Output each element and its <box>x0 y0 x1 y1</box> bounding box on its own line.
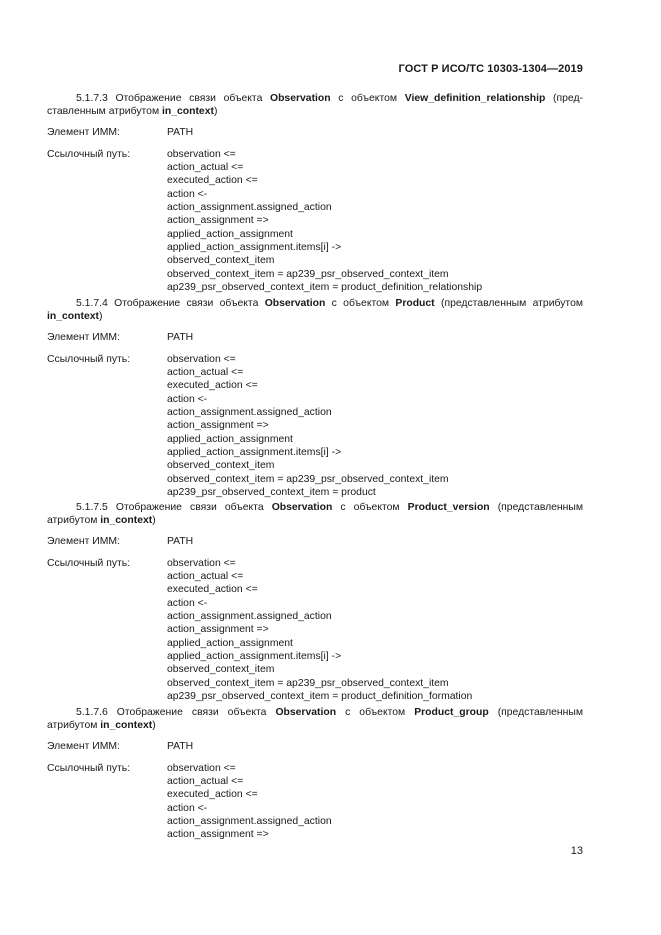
refpath-line: observed_context_item = ap239_psr_observed_context_item <box>167 268 449 280</box>
section-heading <box>47 92 583 119</box>
section-5-1-7-5 <box>47 501 583 703</box>
section-heading <box>47 297 583 324</box>
refpath-line: action_assignment.assigned_action <box>167 611 332 623</box>
target-entity-name: Product_version <box>407 502 490 513</box>
refpath-row <box>47 148 583 294</box>
refpath-line: action <- <box>167 597 208 609</box>
refpath-line: ap239_psr_observed_context_item = product_definition_relationship <box>167 281 483 293</box>
refpath-line: applied_action_assignment <box>167 637 293 649</box>
heading-text: с объектом <box>340 502 400 513</box>
refpath-line: observed_context_item <box>167 255 275 267</box>
attribute-name: in_context <box>47 311 99 323</box>
element-value: PATH <box>167 331 194 343</box>
section-5-1-7-4 <box>47 297 583 499</box>
refpath-lines <box>167 148 583 294</box>
element-label: Элемент ИММ: <box>47 740 120 752</box>
refpath-line: action_actual <= <box>167 162 244 174</box>
attribute-name: in_context <box>100 720 153 732</box>
heading-text: Отображение связи объекта <box>114 298 259 309</box>
refpath-line: applied_action_assignment <box>167 433 293 445</box>
refpath-line: observation <= <box>167 148 236 160</box>
attribute-name: in_context <box>161 106 214 118</box>
refpath-line: applied_action_assignment.items[i] -> <box>167 650 342 662</box>
entity-name: Observation <box>270 93 331 104</box>
element-row <box>47 740 583 753</box>
refpath-label: Ссылочный путь: <box>47 762 131 774</box>
heading-text: с объектом <box>331 298 390 309</box>
attribute-name: in_context <box>100 515 153 527</box>
refpath-line: executed_action <= <box>167 380 258 392</box>
refpath-lines <box>167 762 583 842</box>
entity-name: Observation <box>275 707 337 718</box>
heading-text: ) <box>152 720 156 732</box>
refpath-line: ap239_psr_observed_context_item = product_definition_formation <box>167 690 473 702</box>
refpath-line: executed_action <= <box>167 789 258 801</box>
refpath-line: action_assignment => <box>167 215 269 227</box>
refpath-row <box>47 353 583 499</box>
heading-text: ) <box>213 106 218 118</box>
refpath-line: action_assignment => <box>167 420 269 432</box>
document-header: ГОСТ Р ИСО/ТС 10303-1304—2019 <box>398 63 583 75</box>
heading-text: с объектом <box>345 707 406 718</box>
heading-text: (представленным атрибутом <box>440 298 583 309</box>
refpath-line: action_actual <= <box>167 571 244 583</box>
refpath-line: applied_action_assignment.items[i] -> <box>167 241 342 253</box>
refpath-label: Ссылочный путь: <box>47 557 131 569</box>
refpath-line: applied_action_assignment.items[i] -> <box>167 446 342 458</box>
refpath-line: observation <= <box>167 353 236 365</box>
section-5-1-7-6 <box>47 706 583 842</box>
refpath-line: executed_action <= <box>167 584 258 596</box>
section-number: 5.1.7.3 <box>76 93 108 104</box>
refpath-line: observed_context_item <box>167 460 275 472</box>
refpath-line: action_actual <= <box>167 367 244 379</box>
refpath-line: action_assignment => <box>167 829 269 841</box>
refpath-line: action <- <box>167 188 208 200</box>
element-value: PATH <box>167 126 194 138</box>
section-5-1-7-3 <box>47 92 583 294</box>
refpath-line: action_assignment.assigned_action <box>167 407 332 419</box>
heading-text: ) <box>98 311 103 323</box>
page-number: 13 <box>570 845 583 857</box>
section-number: 5.1.7.6 <box>76 707 108 718</box>
refpath-line: action_assignment.assigned_action <box>167 202 332 214</box>
element-row <box>47 535 583 548</box>
refpath-lines <box>167 557 583 703</box>
refpath-line: action_assignment => <box>167 624 269 636</box>
heading-text: Отображение связи объекта <box>115 502 264 513</box>
refpath-label: Ссылочный путь: <box>47 148 131 160</box>
refpath-line: observed_context_item <box>167 664 275 676</box>
heading-text: ) <box>152 515 156 527</box>
heading-text: Отображение связи объекта <box>116 707 267 718</box>
element-label: Элемент ИММ: <box>47 331 120 343</box>
element-row <box>47 126 583 139</box>
section-heading <box>47 706 583 733</box>
target-entity-name: Product_group <box>414 707 489 718</box>
entity-name: Observation <box>264 298 326 309</box>
element-label: Элемент ИММ: <box>47 126 120 138</box>
refpath-row <box>47 762 583 842</box>
element-label: Элемент ИММ: <box>47 535 120 547</box>
heading-text: с объектом <box>338 93 398 104</box>
refpath-line: observation <= <box>167 762 236 774</box>
refpath-lines <box>167 353 583 499</box>
refpath-line: executed_action <= <box>167 175 258 187</box>
entity-name: Observation <box>271 502 333 513</box>
refpath-line: observation <= <box>167 557 236 569</box>
refpath-line: action <- <box>167 393 208 405</box>
refpath-line: observed_context_item = ap239_psr_observed_context_item <box>167 473 449 485</box>
refpath-line: action <- <box>167 802 208 814</box>
refpath-line: applied_action_assignment <box>167 228 293 240</box>
section-heading <box>47 501 583 528</box>
refpath-line: ap239_psr_observed_context_item = product <box>167 486 376 498</box>
target-entity-name: View_definition_relationship <box>404 93 546 104</box>
refpath-label: Ссылочный путь: <box>47 353 131 365</box>
heading-text: (представленным атрибутом <box>47 93 583 118</box>
refpath-line: observed_context_item = ap239_psr_observed_context_item <box>167 677 449 689</box>
section-number: 5.1.7.5 <box>76 502 108 513</box>
heading-text: (представленным атрибутом <box>47 502 584 527</box>
target-entity-name: Product <box>395 298 435 309</box>
element-value: PATH <box>167 535 194 547</box>
refpath-line: action_actual <= <box>167 776 244 788</box>
refpath-line: action_assignment.assigned_action <box>167 816 332 828</box>
element-row <box>47 331 583 344</box>
heading-text: Отображение связи объекта <box>115 93 263 104</box>
heading-text: (представленным атрибутом <box>47 707 583 732</box>
element-value: PATH <box>167 740 194 752</box>
section-number: 5.1.7.4 <box>76 298 108 309</box>
refpath-row <box>47 557 583 703</box>
